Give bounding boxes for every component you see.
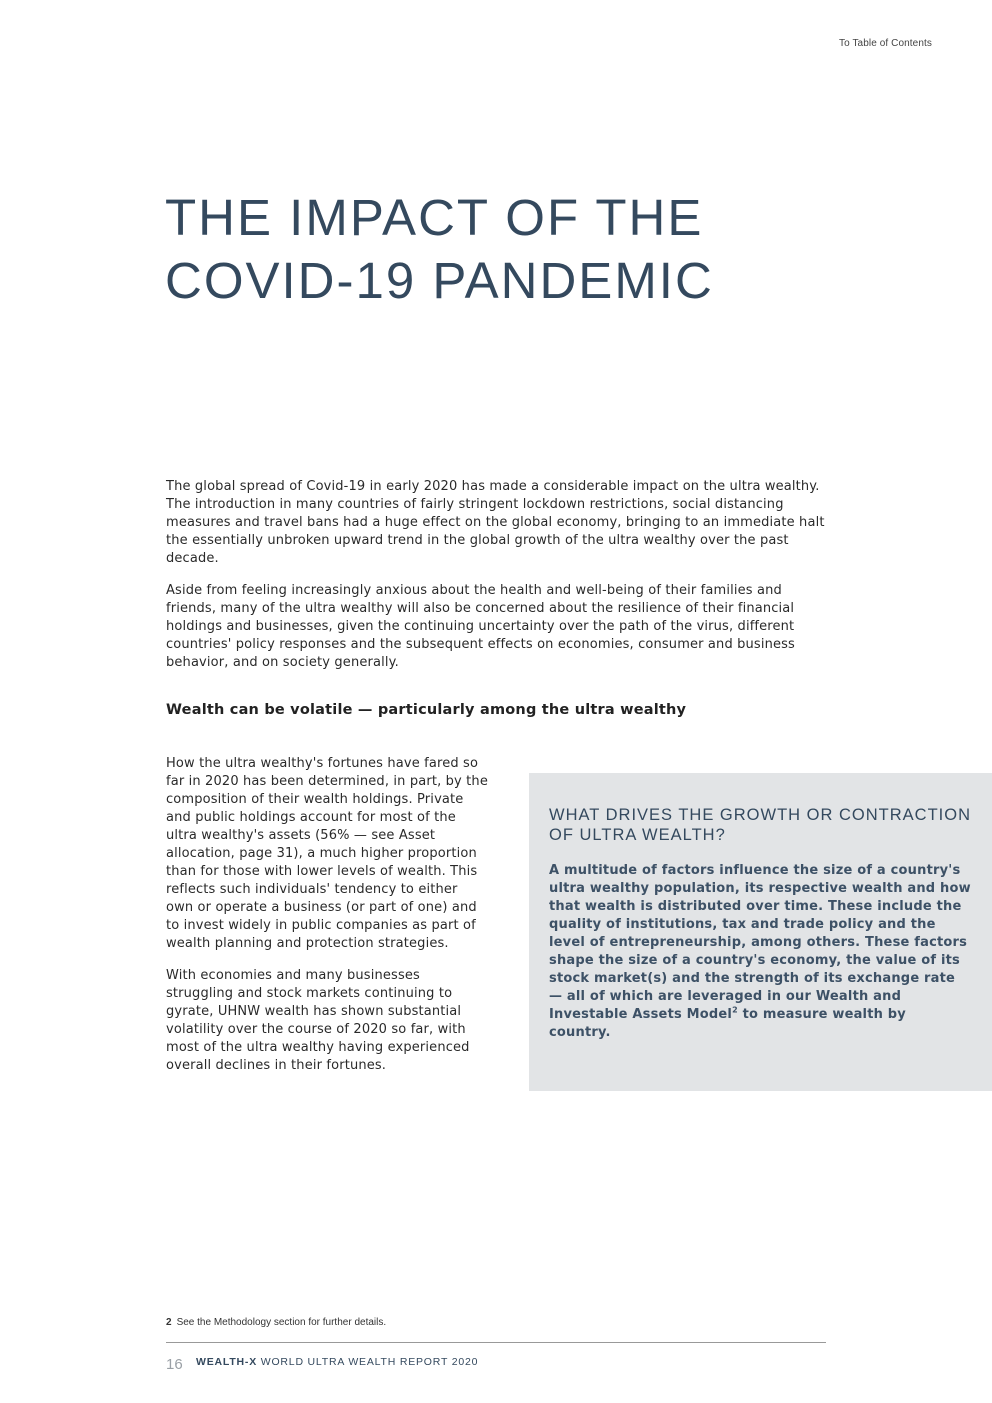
- sidebar-body-end: to measure wealth by country.: [549, 1007, 906, 1040]
- page-title: [165, 186, 885, 312]
- sidebar-title: WHAT DRIVES THE GROWTH OR CONTRACTION OF ULTRA WEALTH?: [549, 806, 972, 844]
- sidebar-body: [549, 862, 972, 1042]
- footnote-number: 2: [166, 1317, 172, 1328]
- body-paragraph: How the ultra wealthy's fortunes have fared so far in 2020 has been determined, in part, by the composition of their wealth holdings. Private and public holdings account for most of the ultra wealthy's assets (56% — see Asset allocation, page 31), a much higher proportion than for those with lower levels of wealth. This reflects such individuals' tendency to either own or operate a business (or part of one) and to invest widely in public companies as part of wealth planning and protection strategies.: [166, 756, 488, 951]
- section-heading: Wealth can be volatile — particularly among the ultra wealthy: [166, 702, 687, 718]
- footer-divider: [166, 1342, 826, 1343]
- page-title-line-1: THE IMPACT OF THE: [165, 189, 704, 246]
- footer-report-title: [196, 1356, 478, 1368]
- intro-paragraph: Aside from feeling increasingly anxious about the health and well-being of their families and friends, many of the ultra wealthy will also be concerned about the resilience of their financial holdings and businesses, given the continuing uncertainty over the path of the virus, different countries' policy responses and the subsequent effects on economies, consumer and business behavior, and on society generally.: [166, 583, 795, 670]
- body-paragraph: With economies and many businesses struggling and stock markets continuing to gyrate, UHNW wealth has shown substantial volatility over the course of 2020 so far, with most of the ultra wealthy having experienced overall declines in their fortunes.: [166, 968, 470, 1073]
- page-number: 16: [166, 1356, 183, 1373]
- page-title-line-2: COVID-19 PANDEMIC: [165, 252, 714, 309]
- body-column: [166, 755, 488, 1089]
- sidebar-callout: [529, 773, 992, 1091]
- intro-section: [166, 478, 834, 686]
- footer-report-name: WORLD ULTRA WEALTH REPORT 2020: [260, 1356, 479, 1368]
- footnote: [166, 1317, 386, 1328]
- sidebar-body-text: A multitude of factors influence the size of a country's ultra wealthy population, its respective wealth and how that wealth is distributed over time. These include the quality of institutions, tax and trade policy and the level of entrepreneurship, among others. These factors shape the size of a country's economy, the value of its stock market(s) and the strength of its exchange rate — all of which are leveraged in our Wealth and Investable Assets Model: [549, 863, 971, 1022]
- footnote-text: See the Methodology section for further details.: [176, 1317, 387, 1328]
- footer-brand: WEALTH-X: [196, 1356, 258, 1368]
- intro-paragraph: The global spread of Covid-19 in early 2020 has made a considerable impact on the ultra wealthy. The introduction in many countries of fairly stringent lockdown restrictions, social distancing measures and travel bans had a huge effect on the global economy, bringing to an immediate halt the essentially unbroken upward trend in the global growth of the ultra wealthy over the past decade.: [166, 479, 825, 566]
- table-of-contents-link[interactable]: To Table of Contents: [839, 38, 932, 49]
- footnote-reference[interactable]: 2: [732, 1005, 738, 1015]
